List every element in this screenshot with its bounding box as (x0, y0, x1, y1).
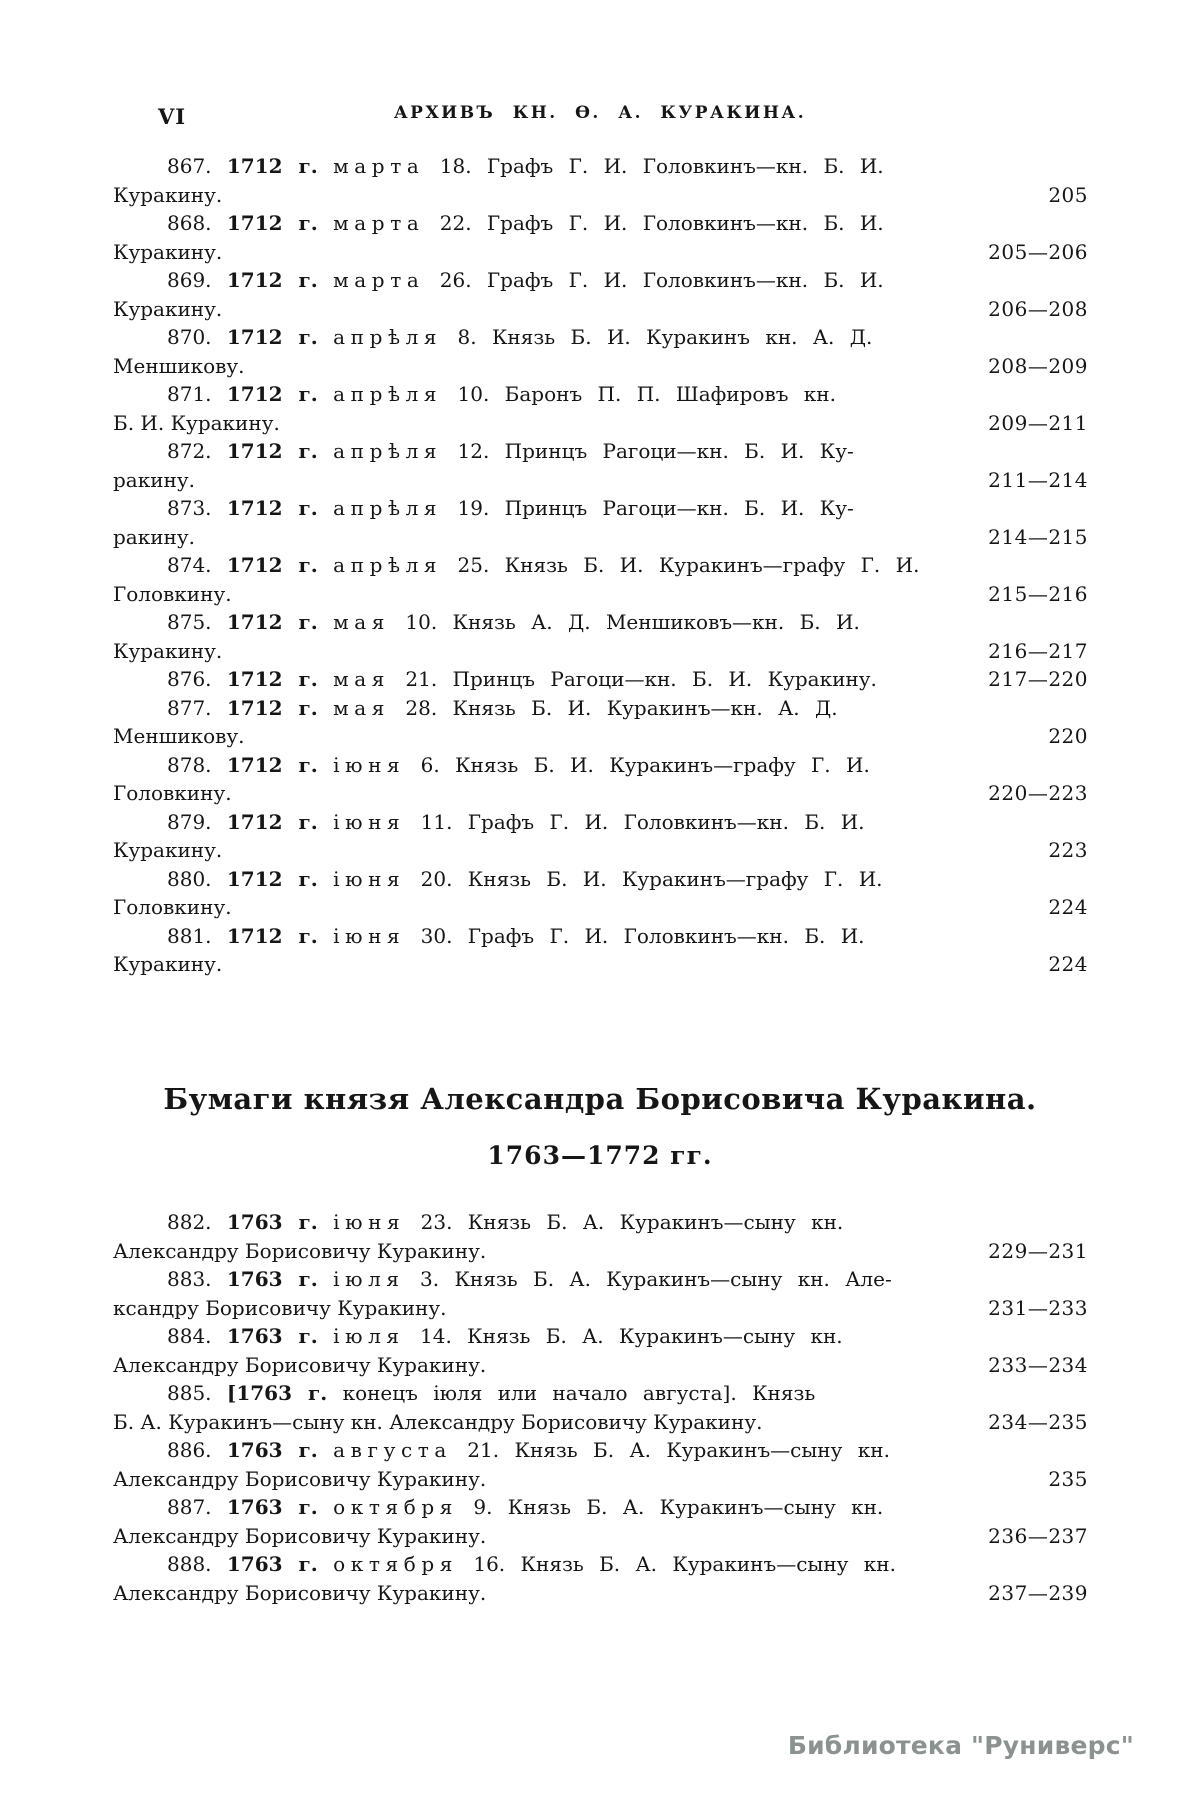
entry-number: 868. (167, 211, 212, 235)
entry-continuation-line (113, 238, 1088, 267)
toc-entry (113, 266, 1088, 323)
entry-number: 880. (167, 866, 212, 891)
toc-entry (113, 1493, 1088, 1550)
toc-entry (113, 694, 1088, 751)
entry-number: 884. (167, 1324, 212, 1348)
toc-entry (113, 665, 1088, 694)
entry-month: августа (333, 1438, 452, 1462)
entry-first-line (113, 551, 1088, 580)
toc-entry (113, 865, 1088, 922)
entry-text: 10. Баронъ П. П. Шафировъ кн. (457, 382, 836, 406)
entry-pages: 235 (1048, 1466, 1088, 1491)
entry-continuation-line (113, 637, 1088, 666)
entry-month: марта (333, 211, 425, 235)
toc-entry (113, 1550, 1088, 1607)
entry-pages: 216—217 (988, 638, 1088, 663)
entry-continuation: Головкину. (113, 895, 232, 919)
entry-continuation-line (113, 1579, 1088, 1608)
entry-text: 26. Графъ Г. И. Головкинъ—кн. Б. И. (439, 268, 884, 292)
entry-pages: 220—223 (988, 781, 1088, 805)
entry-continuation: Головкину. (113, 581, 232, 606)
entry-year: 1712 г. (226, 439, 318, 463)
entry-text: 6. Князь Б. И. Куракинъ—графу Г. И. (420, 752, 870, 777)
entry-first-line (113, 1265, 1088, 1294)
entry-month: апрѣля (333, 496, 443, 520)
entry-pages: 215—216 (988, 581, 1088, 606)
entry-first-line (113, 1493, 1088, 1522)
entry-year: 1712 г. (226, 382, 318, 406)
entry-continuation-line (113, 352, 1088, 381)
entry-continuation-line (113, 295, 1088, 324)
entry-number: 871. (167, 382, 212, 406)
entry-continuation-line (113, 1294, 1088, 1323)
entry-pages: 220 (1048, 724, 1088, 748)
entry-number: 881. (167, 923, 212, 948)
toc-entry (113, 152, 1088, 209)
toc-entry (113, 808, 1088, 865)
toc-entry (113, 551, 1088, 608)
entry-pages: 206—208 (988, 296, 1088, 321)
entry-pages: 205 (1048, 182, 1088, 207)
entry-continuation: Меншикову. (113, 353, 245, 378)
toc-entry (113, 1436, 1088, 1493)
entry-year: 1763 г. (226, 1267, 318, 1291)
entry-text: 16. Князь Б. А. Куракинъ—сыну кн. (473, 1552, 896, 1576)
entry-pages: 217—220 (988, 667, 1088, 691)
entry-continuation-line (113, 1465, 1088, 1494)
entry-first-line (113, 380, 1088, 409)
entry-pages: 231—233 (988, 1295, 1088, 1320)
entry-month: апрѣля (333, 382, 443, 406)
entry-continuation-line (113, 580, 1088, 609)
toc-entry (113, 494, 1088, 551)
entry-pages: 223 (1048, 838, 1088, 862)
entry-pages: 224 (1048, 952, 1088, 976)
entry-first-line (113, 152, 1088, 181)
entry-text: конецъ іюля или начало августа]. Князь (342, 1381, 816, 1405)
entry-continuation-line (113, 1351, 1088, 1380)
toc-entry (113, 1265, 1088, 1322)
toc-list-1763 (113, 1208, 1088, 1607)
entry-month: октября (333, 1552, 458, 1576)
entry-continuation: ксандру Борисовичу Куракину. (113, 1295, 447, 1320)
entry-continuation-line (113, 1522, 1088, 1551)
entry-month: іюля (333, 1324, 405, 1348)
entry-continuation-line (113, 836, 1088, 865)
entry-number: 870. (167, 325, 212, 349)
toc-entry (113, 751, 1088, 808)
entry-year: 1712 г. (226, 923, 318, 948)
entry-month: октября (333, 1495, 458, 1519)
entry-number: 878. (167, 752, 212, 777)
entry-text: 20. Князь Б. И. Куракинъ—графу Г. И. (420, 866, 883, 891)
entry-text: 30. Графъ Г. И. Головкинъ—кн. Б. И. (420, 923, 865, 948)
entry-text: 12. Принцъ Рагоци—кн. Б. И. Ку- (457, 439, 854, 463)
entry-first-line (113, 922, 1088, 951)
entry-first-line (113, 494, 1088, 523)
entry-text: 25. Князь Б. И. Куракинъ—графу Г. И. (457, 553, 920, 577)
entry-year: [1763 г. (226, 1381, 328, 1405)
entry-text: 18. Графъ Г. И. Головкинъ—кн. Б. И. (439, 154, 884, 178)
entry-continuation-line (113, 466, 1088, 495)
entry-continuation-line (113, 523, 1088, 552)
entry-continuation: Куракину. (113, 838, 223, 862)
entry-number: 872. (167, 439, 212, 463)
entry-text: 23. Князь Б. А. Куракинъ—сыну кн. (420, 1210, 844, 1234)
entry-text: 19. Принцъ Рагоци—кн. Б. И. Ку- (457, 496, 854, 520)
entry-pages: 236—237 (988, 1523, 1088, 1548)
entry-first-line (113, 437, 1088, 466)
entry-continuation: Б. А. Куракинъ—сыну кн. Александру Борисовичу Куракину. (113, 1409, 763, 1434)
entry-continuation: Александру Борисовичу Куракину. (113, 1580, 487, 1605)
entry-number: 885. (167, 1381, 212, 1405)
toc-entry (113, 1322, 1088, 1379)
entry-month: іюля (333, 1267, 405, 1291)
entry-continuation-line (113, 950, 1088, 979)
entry-first-line (113, 323, 1088, 352)
running-header: АРХИВЪ КН. Ѳ. А. КУРАКИНА. (393, 103, 807, 123)
entry-number: 874. (167, 553, 212, 577)
entry-continuation: Куракину. (113, 182, 223, 207)
entry-continuation-line (113, 1408, 1088, 1437)
entry-continuation-line (113, 181, 1088, 210)
entry-continuation: Куракину. (113, 296, 223, 321)
entry-pages: 209—211 (988, 410, 1088, 435)
entry-continuation: Куракину. (113, 239, 223, 264)
entry-year: 1763 г. (226, 1210, 318, 1234)
entry-text: 3. Князь Б. А. Куракинъ—сыну кн. Але- (420, 1267, 892, 1291)
entry-number: 886. (167, 1438, 212, 1462)
entry-continuation: Александру Борисовичу Куракину. (113, 1352, 487, 1377)
entry-month: іюня (333, 1210, 406, 1234)
toc-entry (113, 1379, 1088, 1436)
toc-entry (113, 380, 1088, 437)
entry-first-line (113, 608, 1088, 637)
entry-month: мая (333, 610, 391, 634)
toc-entry (113, 922, 1088, 979)
entry-number: 875. (167, 610, 212, 634)
entry-year: 1712 г. (226, 325, 318, 349)
toc-entry (113, 209, 1088, 266)
entry-year: 1763 г. (226, 1324, 318, 1348)
entry-number: 888. (167, 1552, 212, 1576)
entry-month: іюня (333, 809, 406, 834)
entry-first-line (113, 751, 1088, 780)
entry-month: мая (333, 667, 391, 691)
entry-month: іюня (333, 752, 406, 777)
entry-text: 8. Князь Б. И. Куракинъ кн. А. Д. (457, 325, 873, 349)
entry-pages: 205—206 (988, 239, 1088, 264)
entry-number: 873. (167, 496, 212, 520)
entry-month: апрѣля (333, 553, 443, 577)
entry-year: 1712 г. (226, 667, 318, 691)
entry-first-line (113, 808, 1088, 837)
entry-year: 1712 г. (226, 610, 318, 634)
entry-number: 882. (167, 1210, 212, 1234)
page-folio: VI (158, 104, 187, 129)
entry-first-line (113, 266, 1088, 295)
entry-text: 21. Принцъ Рагоци—кн. Б. И. Куракину. (405, 667, 877, 691)
entry-continuation: Александру Борисовичу Куракину. (113, 1523, 487, 1548)
entry-first-line (113, 665, 1088, 694)
entry-month: марта (333, 268, 425, 292)
entry-first-line (113, 209, 1088, 238)
entry-year: 1712 г. (226, 809, 318, 834)
entry-text: 11. Графъ Г. И. Головкинъ—кн. Б. И. (420, 809, 865, 834)
entry-continuation: ракину. (113, 467, 196, 492)
entry-year: 1712 г. (226, 695, 318, 720)
entry-first-line (113, 1208, 1088, 1237)
entry-number: 877. (167, 695, 212, 720)
entry-pages: 208—209 (988, 353, 1088, 378)
entry-continuation-line (113, 409, 1088, 438)
entry-first-line (113, 1379, 1088, 1408)
entry-number: 869. (167, 268, 212, 292)
entry-pages: 229—231 (988, 1238, 1088, 1263)
toc-entry (113, 1208, 1088, 1265)
entry-continuation: Куракину. (113, 638, 223, 663)
entry-first-line (113, 1550, 1088, 1579)
entry-month: мая (333, 695, 391, 720)
entry-text: 28. Князь Б. И. Куракинъ—кн. А. Д. (405, 695, 838, 720)
entry-continuation: Александру Борисовичу Куракину. (113, 1466, 487, 1491)
entry-year: 1712 г. (226, 154, 318, 178)
entry-continuation: Головкину. (113, 781, 232, 805)
entry-first-line (113, 1322, 1088, 1351)
entry-number: 887. (167, 1495, 212, 1519)
entry-text: 21. Князь Б. А. Куракинъ—сыну кн. (467, 1438, 890, 1462)
toc-entry (113, 437, 1088, 494)
entry-pages: 224 (1048, 895, 1088, 919)
entry-continuation: Б. И. Куракину. (113, 410, 280, 435)
entry-month: іюня (333, 866, 406, 891)
entry-month: марта (333, 154, 425, 178)
entry-number: 867. (167, 154, 212, 178)
entry-month: іюня (333, 923, 406, 948)
entry-first-line (113, 865, 1088, 894)
entry-year: 1712 г. (226, 211, 318, 235)
entry-continuation: ракину. (113, 524, 196, 549)
entry-year: 1763 г. (226, 1438, 318, 1462)
entry-year: 1712 г. (226, 752, 318, 777)
entry-year: 1712 г. (226, 553, 318, 577)
toc-entry (113, 323, 1088, 380)
entry-number: 883. (167, 1267, 212, 1291)
entry-number: 876. (167, 667, 212, 691)
entry-continuation: Куракину. (113, 952, 223, 976)
library-watermark: Библиотека "Руниверс" (787, 1731, 1134, 1760)
entry-pages: 233—234 (988, 1352, 1088, 1377)
entry-pages: 237—239 (988, 1580, 1088, 1605)
entry-pages: 211—214 (988, 467, 1088, 492)
entry-text: 9. Князь Б. А. Куракинъ—сыну кн. (473, 1495, 884, 1519)
entry-text: 14. Князь Б. А. Куракинъ—сыну кн. (420, 1324, 843, 1348)
entry-number: 879. (167, 809, 212, 834)
entry-text: 10. Князь А. Д. Меншиковъ—кн. Б. И. (405, 610, 860, 634)
entry-continuation-line (113, 722, 1088, 751)
entry-month: апрѣля (333, 439, 443, 463)
entry-year: 1712 г. (226, 268, 318, 292)
toc-list-1712 (113, 152, 1088, 979)
entry-year: 1763 г. (226, 1495, 318, 1519)
entry-first-line (113, 1436, 1088, 1465)
entry-continuation: Александру Борисовичу Куракину. (113, 1238, 487, 1263)
entry-year: 1712 г. (226, 866, 318, 891)
toc-entry (113, 608, 1088, 665)
entry-continuation: Меншикову. (113, 724, 245, 748)
entry-text: 22. Графъ Г. И. Головкинъ—кн. Б. И. (439, 211, 884, 235)
section-years: 1763—1772 гг. (487, 1141, 713, 1170)
entry-continuation-line (113, 893, 1088, 922)
entry-continuation-line (113, 779, 1088, 808)
section-title: Бумаги князя Александра Борисовича Куракина. (163, 1082, 1037, 1116)
entry-continuation-line (113, 1237, 1088, 1266)
entry-year: 1763 г. (226, 1552, 318, 1576)
entry-first-line (113, 694, 1088, 723)
entry-pages: 214—215 (988, 524, 1088, 549)
entry-year: 1712 г. (226, 496, 318, 520)
entry-month: апрѣля (333, 325, 443, 349)
entry-pages: 234—235 (988, 1409, 1088, 1434)
